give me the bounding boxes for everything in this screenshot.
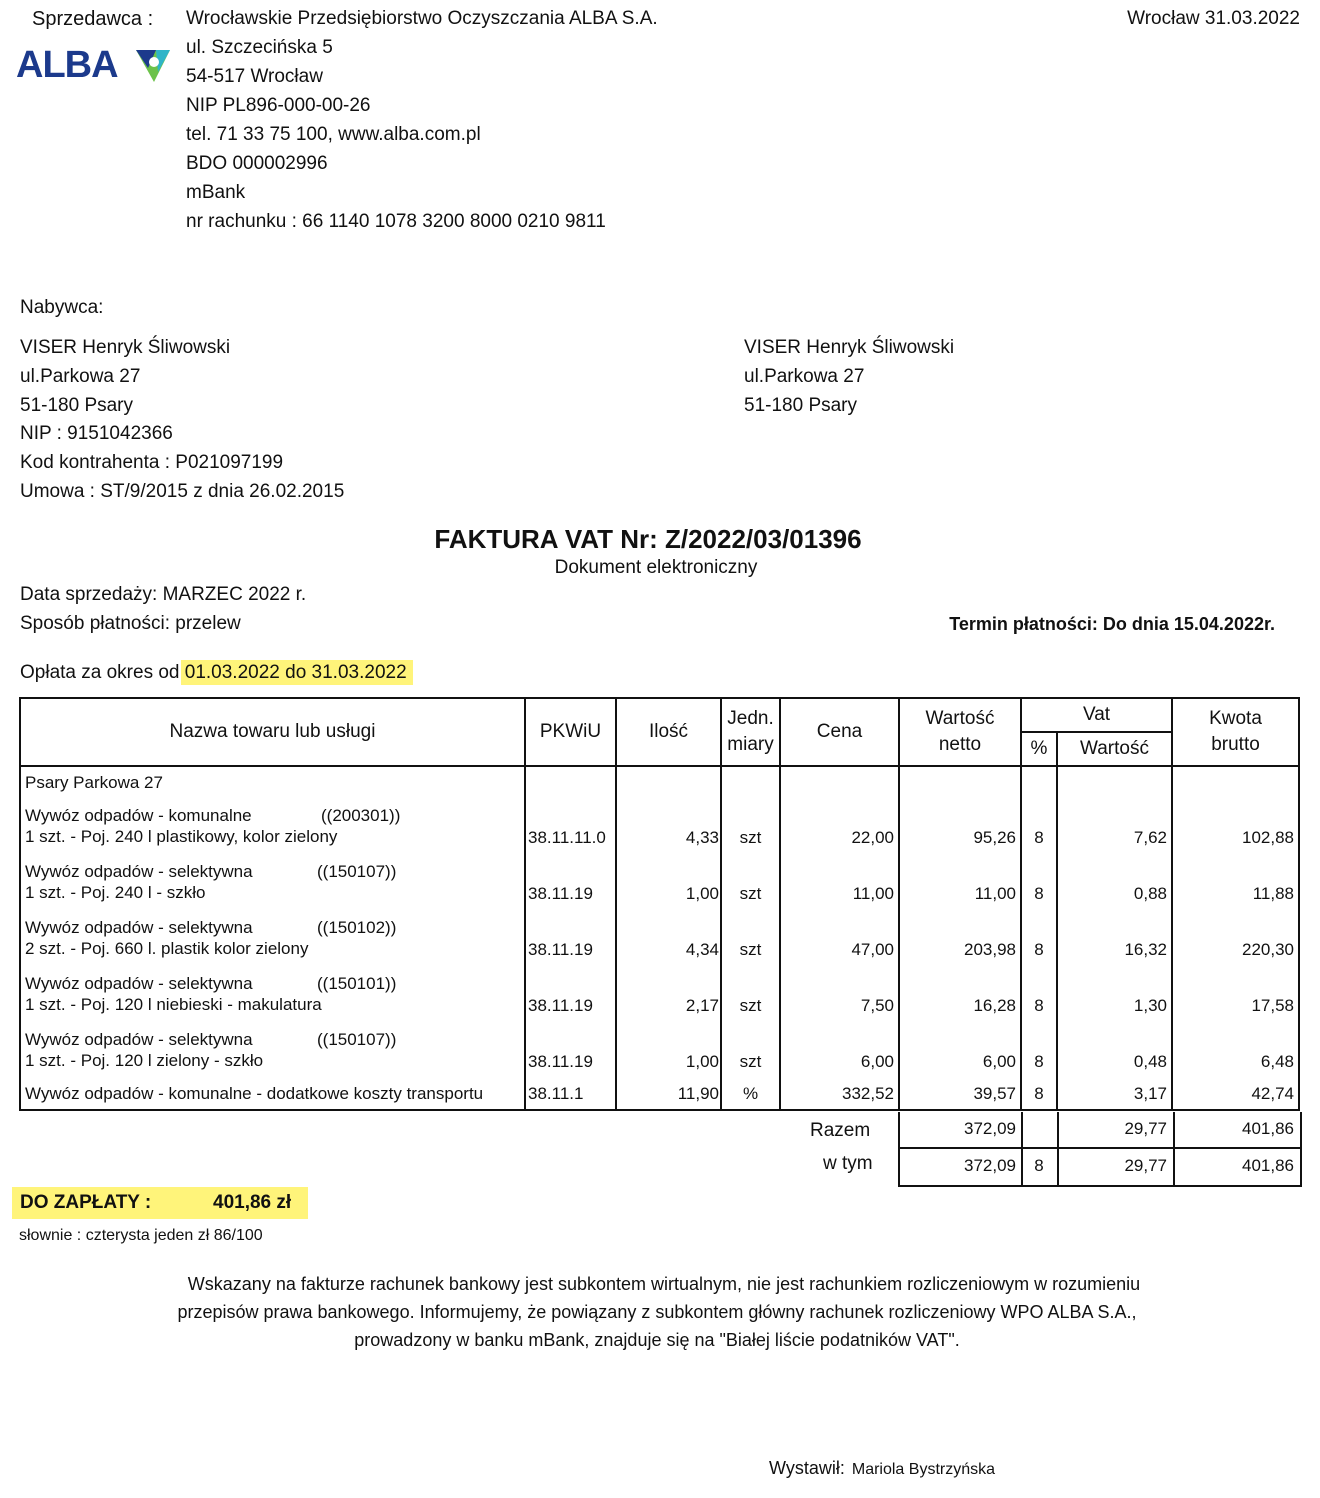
item-line-2: 1 szt. - Poj. 240 l - szkło	[25, 883, 206, 902]
table-row	[20, 1078, 1299, 1110]
item-vat: 1,30	[1057, 966, 1172, 1022]
table-row	[20, 854, 1299, 910]
items-table	[19, 697, 1300, 1111]
item-waste-code: ((200301))	[321, 806, 401, 825]
alba-leaf-icon	[134, 46, 174, 86]
notice-line-1: Wskazany na fakturze rachunek bankowy jest subkontem wirtualnym, nie jest rachunkiem rozliczeniowym w rozumieniu	[187, 1274, 1141, 1294]
buyer-nip: NIP : 9151042366	[20, 423, 173, 444]
table-row	[20, 798, 1299, 854]
header-pkwiu: PKWiU	[525, 698, 616, 766]
seller-address-2: 54-517 Wrocław	[186, 66, 323, 87]
razem-net: 372,09	[964, 1119, 1016, 1138]
item-net: 203,98	[899, 910, 1021, 966]
item-description	[20, 1078, 525, 1110]
item-unit: szt	[721, 854, 780, 910]
issuer	[769, 1458, 995, 1479]
item-net: 6,00	[899, 1022, 1021, 1078]
invoice-title: FAKTURA VAT Nr: Z/2022/03/01396	[434, 524, 862, 554]
seller-name: Wrocławskie Przedsiębiorstwo Oczyszczania ALBA S.A.	[186, 8, 658, 29]
header-gross	[1172, 698, 1299, 766]
item-vat: 0,88	[1057, 854, 1172, 910]
buyer-address-2: 51-180 Psary	[20, 395, 134, 416]
seller-address-1: ul. Szczecińska 5	[186, 37, 333, 58]
item-line-1: Wywóz odpadów - selektywna	[25, 974, 253, 993]
header-vat-value: Wartość	[1057, 732, 1172, 766]
wtym-label: w tym	[823, 1153, 873, 1174]
item-unit: szt	[721, 910, 780, 966]
item-unit: szt	[721, 1022, 780, 1078]
item-waste-code: ((150101))	[317, 974, 397, 993]
item-pkwiu: 38.11.19	[525, 966, 616, 1022]
table-row	[20, 1022, 1299, 1078]
wtym-net: 372,09	[964, 1156, 1016, 1175]
seller-contact: tel. 71 33 75 100, www.alba.com.pl	[186, 124, 481, 145]
place-date: Wrocław 31.03.2022	[1127, 8, 1300, 29]
item-pkwiu: 38.11.11.0	[525, 798, 616, 854]
item-price: 7,50	[780, 966, 899, 1022]
item-rows	[20, 798, 1299, 1110]
billing-period	[20, 662, 413, 684]
item-vat-pct: 8	[1021, 1078, 1057, 1110]
payment-method: Sposób płatności: przelew	[20, 613, 241, 634]
header-gross-1: Kwota	[1209, 708, 1262, 729]
item-pkwiu: 38.11.19	[525, 910, 616, 966]
amount-due-box	[12, 1187, 308, 1219]
item-price: 11,00	[780, 854, 899, 910]
location-label: Psary Parkowa 27	[25, 772, 163, 792]
item-net: 16,28	[899, 966, 1021, 1022]
razem-label: Razem	[810, 1120, 871, 1141]
item-waste-code: ((150107))	[317, 1030, 397, 1049]
item-price: 47,00	[780, 910, 899, 966]
header-net-2: netto	[938, 734, 982, 755]
header-unit-2: miary	[727, 734, 774, 755]
header-gross-2: brutto	[1211, 734, 1260, 755]
table-row	[20, 966, 1299, 1022]
item-unit: szt	[721, 966, 780, 1022]
item-net: 39,57	[899, 1078, 1021, 1110]
item-line-2: 1 szt. - Poj. 120 l zielony - szkło	[25, 1051, 264, 1070]
header-qty: Ilość	[616, 698, 721, 766]
sale-date: Data sprzedaży: MARZEC 2022 r.	[20, 584, 307, 605]
item-unit: szt	[721, 798, 780, 854]
item-vat-pct: 8	[1021, 1022, 1057, 1078]
header-net	[899, 698, 1021, 766]
item-pkwiu: 38.11.19	[525, 854, 616, 910]
recipient-address-2: 51-180 Psary	[744, 395, 858, 416]
item-description	[20, 910, 525, 966]
seller-label: Sprzedawca :	[32, 8, 154, 30]
item-gross: 220,30	[1172, 910, 1299, 966]
issuer-label: Wystawił:	[769, 1458, 845, 1478]
item-price: 22,00	[780, 798, 899, 854]
seller-bank: mBank	[186, 182, 246, 203]
header-unit-1: Jedn.	[727, 708, 774, 729]
buyer-contract: Umowa : ST/9/2015 z dnia 26.02.2015	[20, 481, 345, 502]
item-gross: 102,88	[1172, 798, 1299, 854]
item-line-2: 1 szt. - Poj. 120 l niebieski - makulatura	[25, 995, 322, 1014]
item-vat-pct: 8	[1021, 798, 1057, 854]
item-line-2: 2 szt. - Poj. 660 l. plastik kolor zielony	[25, 939, 309, 958]
buyer-name: VISER Henryk Śliwowski	[20, 337, 231, 358]
item-line-1: Wywóz odpadów - komunalne	[25, 806, 252, 825]
item-vat: 0,48	[1057, 1022, 1172, 1078]
item-gross: 17,58	[1172, 966, 1299, 1022]
issuer-name: Mariola Bystrzyńska	[851, 1461, 996, 1478]
item-description	[20, 966, 525, 1022]
seller-bdo: BDO 000002996	[186, 153, 328, 174]
payment-due: Termin płatności: Do dnia 15.04.2022r.	[949, 614, 1275, 634]
item-gross: 42,74	[1172, 1078, 1299, 1110]
item-line-2: 1 szt. - Poj. 240 l plastikowy, kolor zielony	[25, 827, 338, 846]
item-qty: 1,00	[616, 854, 721, 910]
item-pkwiu: 38.11.1	[525, 1078, 616, 1110]
wtym-gross: 401,86	[1242, 1156, 1294, 1175]
amount-due-label: DO ZAPŁATY :	[20, 1192, 152, 1213]
item-qty: 4,33	[616, 798, 721, 854]
item-vat-pct: 8	[1021, 854, 1057, 910]
item-gross: 6,48	[1172, 1022, 1299, 1078]
item-pkwiu: 38.11.19	[525, 1022, 616, 1078]
item-waste-code: ((150102))	[317, 918, 397, 937]
notice-line-3: prowadzony w banku mBank, znajduje się na "Białej liście podatników VAT".	[354, 1330, 960, 1350]
item-vat-pct: 8	[1021, 966, 1057, 1022]
item-waste-code: ((150107))	[317, 862, 397, 881]
amount-due-value: 401,86 zł	[213, 1192, 292, 1213]
razem-gross: 401,86	[1242, 1119, 1294, 1138]
item-qty: 2,17	[616, 966, 721, 1022]
item-vat: 7,62	[1057, 798, 1172, 854]
header-unit	[721, 698, 780, 766]
item-net: 11,00	[899, 854, 1021, 910]
item-vat-pct: 8	[1021, 910, 1057, 966]
item-net: 95,26	[899, 798, 1021, 854]
billing-period-label: Opłata za okres od	[20, 662, 180, 683]
buyer-address-1: ul.Parkowa 27	[20, 366, 141, 387]
seller-account: nr rachunku : 66 1140 1078 3200 8000 0210 9811	[186, 211, 606, 232]
item-description	[20, 854, 525, 910]
item-description	[20, 1022, 525, 1078]
item-vat: 3,17	[1057, 1078, 1172, 1110]
header-vat-pct: %	[1021, 732, 1057, 766]
header-name: Nazwa towaru lub usługi	[20, 698, 525, 766]
alba-logo-text: ALBA	[16, 44, 118, 86]
location-cell	[20, 766, 525, 798]
notice-line-2: przepisów prawa bankowego. Informujemy, że powiązany z subkontem główny rachunek rozliczeniowy WPO ALBA S.A.,	[177, 1302, 1137, 1322]
item-line-1: Wywóz odpadów - selektywna	[25, 918, 253, 937]
item-price: 6,00	[780, 1022, 899, 1078]
amount-in-words: słownie : czterysta jeden zł 86/100	[19, 1227, 263, 1244]
item-vat: 16,32	[1057, 910, 1172, 966]
item-line-1: Wywóz odpadów - selektywna	[25, 862, 253, 881]
header-vat: Vat	[1021, 698, 1172, 732]
billing-period-value: 01.03.2022 do 31.03.2022	[181, 660, 413, 685]
razem-vat: 29,77	[1124, 1119, 1167, 1138]
item-price: 332,52	[780, 1078, 899, 1110]
item-description	[20, 798, 525, 854]
wtym-vat: 29,77	[1124, 1156, 1167, 1175]
buyer-label: Nabywca:	[20, 297, 104, 318]
item-qty: 1,00	[616, 1022, 721, 1078]
wtym-pct: 8	[1034, 1156, 1044, 1175]
header-price: Cena	[780, 698, 899, 766]
recipient-address-1: ul.Parkowa 27	[744, 366, 865, 387]
item-qty: 11,90	[616, 1078, 721, 1110]
alba-logo	[16, 44, 118, 87]
seller-nip: NIP PL896-000-00-26	[186, 95, 371, 116]
invoice-subtitle: Dokument elektroniczny	[554, 557, 758, 578]
item-line-1: Wywóz odpadów - selektywna	[25, 1030, 253, 1049]
totals-box	[898, 1112, 1302, 1187]
table-row	[20, 910, 1299, 966]
item-qty: 4,34	[616, 910, 721, 966]
item-unit: %	[721, 1078, 780, 1110]
item-gross: 11,88	[1172, 854, 1299, 910]
header-net-1: Wartość	[925, 708, 995, 729]
item-line-1: Wywóz odpadów - komunalne - dodatkowe koszty transportu	[25, 1084, 484, 1103]
buyer-code: Kod kontrahenta : P021097199	[20, 452, 284, 473]
recipient-name: VISER Henryk Śliwowski	[744, 337, 955, 358]
